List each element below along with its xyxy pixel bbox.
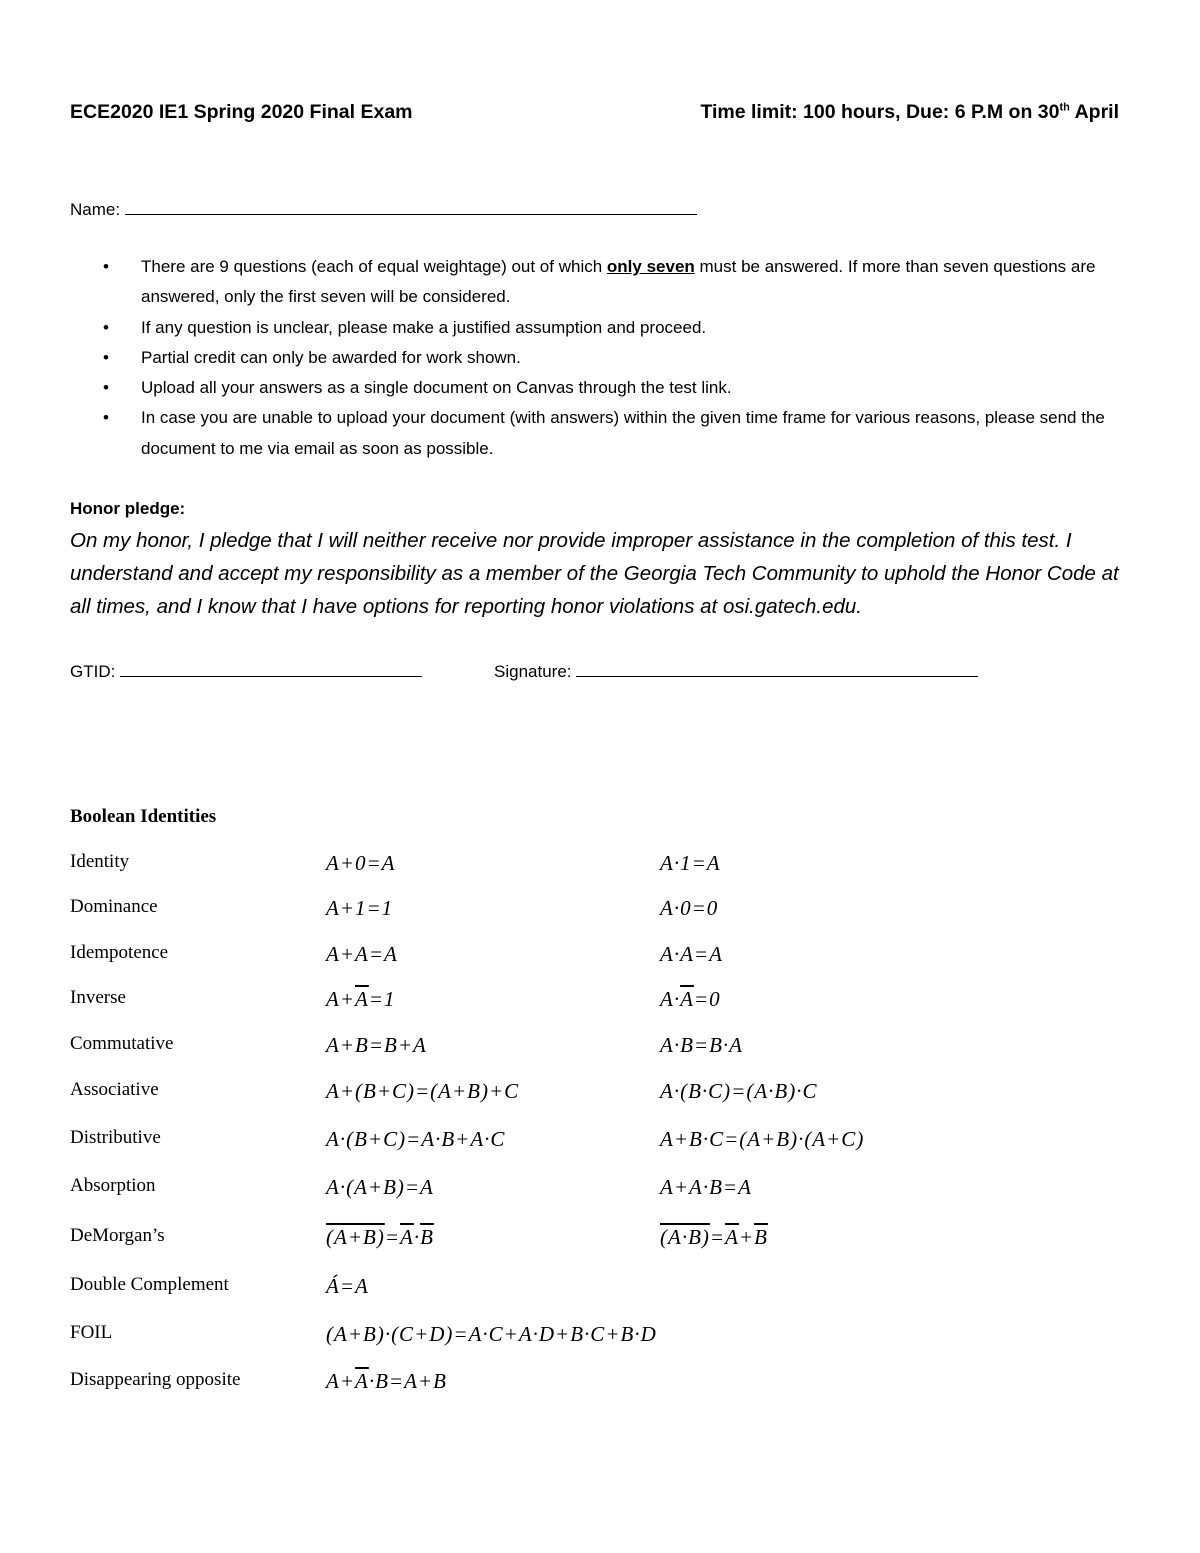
instruction-text: Upload all your answers as a single document on Canvas through the test link.	[141, 378, 732, 398]
idempotence-formula-1: A+A=A	[326, 942, 398, 966]
distributive-formula-1: A·(B+C)=A·B+A·C	[326, 1127, 506, 1151]
demorgan-f2-plus: +	[738, 1225, 755, 1249]
dominance-formula-1: A+1=1	[326, 896, 394, 920]
instruction-item	[70, 343, 1130, 373]
inverse-f2-post: =0	[693, 987, 721, 1011]
demorgan-name: DeMorgan’s	[70, 1225, 165, 1246]
time-limit-sup: th	[1059, 101, 1070, 114]
absorption-formula-1: A·(A+B)=A	[326, 1175, 434, 1199]
bullet-icon: •	[103, 257, 109, 276]
double-complement-row	[70, 1274, 1170, 1304]
demorgan-row	[70, 1225, 1170, 1255]
name-label: Name:	[70, 200, 121, 219]
instruction-text: There are 9 questions (each of equal weightage) out of which	[141, 257, 607, 276]
inverse-row	[70, 987, 1170, 1017]
distributive-formula-2: A+B·C=(A+B)·(A+C)	[660, 1127, 865, 1151]
dominance-row	[70, 896, 1170, 926]
instruction-text: If any question is unclear, please make a justified assumption and proceed.	[141, 317, 707, 337]
signature-row	[494, 658, 978, 682]
instruction-item	[70, 403, 1130, 464]
dominance-name: Dominance	[70, 896, 158, 917]
distributive-row	[70, 1127, 1170, 1157]
demorgan-f2-eq: =	[709, 1225, 726, 1249]
disappearing-name: Disappearing opposite	[70, 1369, 241, 1390]
demorgan-f1-a: $\overline{A}$	[399, 1225, 414, 1249]
disappearing-formula	[326, 1369, 447, 1394]
associative-formula-2: A·(B·C)=(A·B)·C	[660, 1079, 818, 1103]
bullet-icon: •	[103, 408, 109, 428]
instruction-text: Partial credit can only be awarded for work shown.	[141, 347, 521, 367]
inverse-f2-pre: A·	[660, 987, 681, 1011]
idempotence-name: Idempotence	[70, 942, 169, 963]
bullet-icon: •	[103, 378, 109, 398]
inverse-f1-pre: A+	[326, 987, 355, 1011]
signature-label: Signature:	[494, 662, 572, 681]
inverse-name: Inverse	[70, 987, 126, 1008]
signature-field[interactable]	[576, 658, 978, 677]
instruction-item	[70, 313, 1130, 343]
identity-formula-2: A·1=A	[660, 851, 721, 875]
inverse-f1-post: =1	[368, 987, 396, 1011]
commutative-formula-2: A·B=B·A	[660, 1033, 743, 1057]
demorgan-formula-1	[326, 1225, 434, 1250]
instruction-item	[70, 373, 1130, 403]
demorgan-f1-b: $\overline{B}$	[420, 1225, 434, 1249]
gtid-row	[70, 658, 422, 682]
bullet-icon: •	[103, 347, 109, 367]
name-field[interactable]	[125, 196, 697, 215]
foil-formula: (A+B)·(C+D)=A·C+A·D+B·C+B·D	[326, 1322, 657, 1346]
commutative-formula-1: A+B=B+A	[326, 1033, 427, 1057]
name-row	[70, 196, 697, 220]
foil-row	[70, 1322, 1170, 1352]
dominance-formula-2: A·0=0	[660, 896, 719, 920]
double-complement-name: Double Complement	[70, 1274, 229, 1295]
idempotence-formula-2: A·A=A	[660, 942, 723, 966]
disappearing-row	[70, 1369, 1170, 1399]
gtid-field[interactable]	[120, 658, 422, 677]
double-complement-formula: Á=A	[326, 1274, 369, 1298]
demorgan-f1-bar: (A+B)	[326, 1225, 385, 1249]
pledge-title: Honor pledge:	[70, 499, 186, 518]
time-limit-text: Time limit: 100 hours, Due: 6 P.M on 30	[700, 101, 1060, 123]
identity-formula-1: A+0=A	[326, 851, 396, 875]
instructions-list	[70, 252, 1130, 464]
instruction-emphasis: only seven	[606, 257, 695, 276]
demorgan-formula-2	[660, 1225, 768, 1250]
inverse-formula-2	[660, 987, 721, 1012]
time-limit	[700, 101, 1119, 124]
inverse-formula-1	[326, 987, 396, 1012]
disappearing-f1-bar: $\overline{A}$	[355, 1369, 369, 1393]
instruction-item	[70, 252, 1130, 313]
disappearing-f1-pre: A+	[326, 1369, 355, 1393]
gtid-label: GTID:	[70, 662, 116, 681]
associative-row	[70, 1079, 1170, 1109]
demorgan-f2-bar: (A·B)	[660, 1225, 710, 1249]
commutative-row	[70, 1033, 1170, 1063]
disappearing-f1-post: ·B=A+B	[368, 1369, 447, 1393]
associative-formula-1: A+(B+C)=(A+B)+C	[326, 1079, 520, 1103]
foil-name: FOIL	[70, 1322, 113, 1343]
exam-title: ECE2020 IE1 Spring 2020 Final Exam	[70, 101, 413, 123]
inverse-f2-bar: $\overline{A}$	[680, 987, 694, 1011]
inverse-f1-bar: $\overline{A}$	[355, 987, 369, 1011]
boolean-title: Boolean Identities	[70, 806, 217, 827]
identity-name: Identity	[70, 851, 130, 872]
bullet-icon: •	[103, 317, 109, 337]
pledge-text: On my honor, I pledge that I will neither receive nor provide improper assistance in the completion of this test. I understand and accept my responsibility as a member of the Georgia Tech Community to uphold the Honor Code at all times, and I know that I have options for reporting honor violations at osi.gatech.edu.	[70, 529, 1119, 618]
absorption-name: Absorption	[70, 1175, 156, 1196]
commutative-name: Commutative	[70, 1033, 174, 1054]
absorption-row	[70, 1175, 1170, 1205]
associative-name: Associative	[70, 1079, 159, 1100]
distributive-name: Distributive	[70, 1127, 161, 1148]
demorgan-f1-eq: =	[384, 1225, 400, 1249]
demorgan-f2-a: $\overline{A}$	[725, 1225, 739, 1249]
instruction-text: In case you are unable to upload your document (with answers) within the given time frame for various reasons, please send the document to me via email as soon as possible.	[141, 408, 1105, 458]
idempotence-row	[70, 942, 1170, 972]
instruction-text: must be answered. If more than seven questions are answered, only the first seven will be considered.	[141, 257, 1096, 307]
time-limit-month: April	[1069, 101, 1119, 123]
absorption-formula-2: A+A·B=A	[660, 1175, 752, 1199]
demorgan-f2-b: $\overline{B}$	[754, 1225, 768, 1249]
identity-row	[70, 851, 1170, 881]
demorgan-f1-dot: ·	[413, 1225, 421, 1249]
